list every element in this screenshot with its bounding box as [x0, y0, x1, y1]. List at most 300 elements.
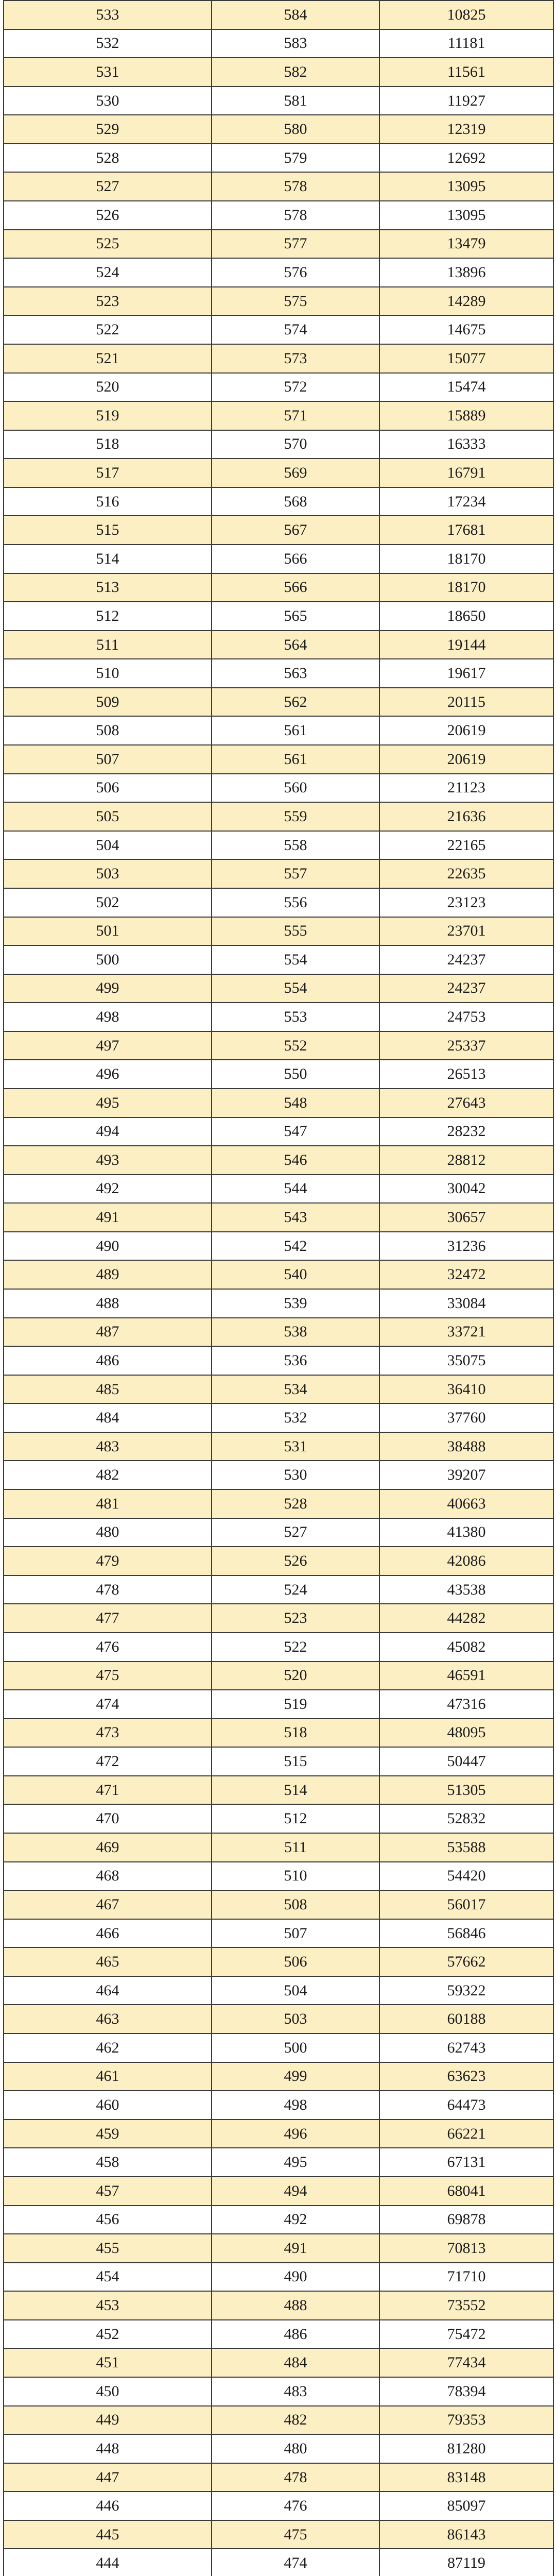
score-cell: 530	[4, 87, 212, 115]
score-cell: 509	[4, 688, 212, 717]
rank-cell: 16791	[379, 459, 553, 487]
score-cell: 533	[4, 1, 212, 29]
rank-cell: 36410	[379, 1375, 553, 1404]
score-cell: 484	[4, 1403, 212, 1432]
equivalent-score-cell: 474	[212, 2549, 379, 2576]
rank-cell: 43538	[379, 1575, 553, 1604]
equivalent-score-cell: 475	[212, 2520, 379, 2549]
rank-cell: 25337	[379, 1031, 553, 1060]
table-row	[4, 401, 553, 430]
rank-cell: 45082	[379, 1633, 553, 1662]
rank-cell: 77434	[379, 2348, 553, 2377]
score-cell: 476	[4, 1633, 212, 1662]
equivalent-score-cell: 578	[212, 172, 379, 201]
rank-cell: 42086	[379, 1547, 553, 1575]
equivalent-score-cell: 531	[212, 1432, 379, 1461]
rank-cell: 17234	[379, 487, 553, 516]
table-row	[4, 1260, 553, 1289]
score-cell: 480	[4, 1518, 212, 1547]
rank-cell: 24753	[379, 1003, 553, 1031]
score-cell: 469	[4, 1833, 212, 1862]
equivalent-score-cell: 584	[212, 1, 379, 29]
equivalent-score-cell: 583	[212, 29, 379, 58]
rank-cell: 86143	[379, 2520, 553, 2549]
score-cell: 447	[4, 2463, 212, 2492]
equivalent-score-cell: 561	[212, 745, 379, 774]
rank-cell: 20619	[379, 716, 553, 745]
score-cell: 498	[4, 1003, 212, 1031]
equivalent-score-cell: 563	[212, 659, 379, 688]
table-row	[4, 1833, 553, 1862]
score-cell: 452	[4, 2320, 212, 2349]
score-cell: 487	[4, 1318, 212, 1347]
score-cell: 466	[4, 1919, 212, 1948]
table-row	[4, 430, 553, 459]
rank-cell: 51305	[379, 1776, 553, 1805]
score-cell: 488	[4, 1289, 212, 1318]
rank-cell: 32472	[379, 1260, 553, 1289]
score-cell: 467	[4, 1890, 212, 1919]
rank-cell: 87119	[379, 2549, 553, 2576]
table-row	[4, 201, 553, 230]
equivalent-score-cell: 495	[212, 2148, 379, 2177]
table-row	[4, 373, 553, 402]
score-cell: 513	[4, 573, 212, 602]
table-row	[4, 230, 553, 259]
equivalent-score-cell: 564	[212, 631, 379, 659]
equivalent-score-cell: 494	[212, 2177, 379, 2206]
rank-cell: 37760	[379, 1403, 553, 1432]
score-cell: 464	[4, 1976, 212, 2005]
equivalent-score-cell: 544	[212, 1175, 379, 1204]
rank-cell: 12319	[379, 115, 553, 144]
score-cell: 450	[4, 2377, 212, 2406]
score-cell: 490	[4, 1232, 212, 1261]
equivalent-score-cell: 511	[212, 1833, 379, 1862]
equivalent-score-cell: 507	[212, 1919, 379, 1948]
table-row	[4, 1747, 553, 1776]
equivalent-score-cell: 581	[212, 87, 379, 115]
score-cell: 479	[4, 1547, 212, 1575]
rank-cell: 69878	[379, 2206, 553, 2234]
equivalent-score-cell: 577	[212, 230, 379, 259]
table-row	[4, 602, 553, 631]
rank-cell: 14675	[379, 315, 553, 344]
rank-cell: 62743	[379, 2033, 553, 2062]
table-row	[4, 2348, 553, 2377]
equivalent-score-cell: 569	[212, 459, 379, 487]
equivalent-score-cell: 514	[212, 1776, 379, 1805]
table-row	[4, 945, 553, 974]
table-row	[4, 2033, 553, 2062]
table-row	[4, 29, 553, 58]
rank-cell: 14289	[379, 287, 553, 316]
score-cell: 461	[4, 2062, 212, 2091]
table-row	[4, 1346, 553, 1375]
rank-cell: 13095	[379, 201, 553, 230]
rank-cell: 71710	[379, 2263, 553, 2292]
equivalent-score-cell: 560	[212, 774, 379, 803]
rank-cell: 67131	[379, 2148, 553, 2177]
score-cell: 491	[4, 1203, 212, 1232]
score-cell: 518	[4, 430, 212, 459]
table-row	[4, 2492, 553, 2520]
score-cell: 507	[4, 745, 212, 774]
table-row	[4, 2406, 553, 2435]
score-cell: 519	[4, 401, 212, 430]
equivalent-score-cell: 483	[212, 2377, 379, 2406]
table-row	[4, 2377, 553, 2406]
rank-cell: 17681	[379, 516, 553, 545]
rank-cell: 73552	[379, 2291, 553, 2320]
rank-cell: 68041	[379, 2177, 553, 2206]
equivalent-score-cell: 568	[212, 487, 379, 516]
equivalent-score-cell: 570	[212, 430, 379, 459]
equivalent-score-cell: 527	[212, 1518, 379, 1547]
rank-cell: 13896	[379, 258, 553, 287]
score-cell: 486	[4, 1346, 212, 1375]
table-row	[4, 716, 553, 745]
equivalent-score-cell: 579	[212, 144, 379, 173]
equivalent-score-cell: 558	[212, 831, 379, 860]
score-cell: 505	[4, 802, 212, 831]
table-row	[4, 2463, 553, 2492]
rank-cell: 35075	[379, 1346, 553, 1375]
table-row	[4, 1804, 553, 1833]
equivalent-score-cell: 503	[212, 2005, 379, 2033]
table-row	[4, 1862, 553, 1891]
table-row	[4, 2434, 553, 2463]
score-cell: 504	[4, 831, 212, 860]
equivalent-score-cell: 496	[212, 2120, 379, 2148]
score-cell: 470	[4, 1804, 212, 1833]
table-row	[4, 1403, 553, 1432]
score-conversion-table	[3, 0, 554, 2576]
score-cell: 528	[4, 144, 212, 173]
score-cell: 455	[4, 2234, 212, 2263]
table-row	[4, 1146, 553, 1175]
equivalent-score-cell: 534	[212, 1375, 379, 1404]
score-cell: 454	[4, 2263, 212, 2292]
table-row	[4, 516, 553, 545]
table-row	[4, 774, 553, 803]
equivalent-score-cell: 542	[212, 1232, 379, 1261]
rank-cell: 11181	[379, 29, 553, 58]
table-row	[4, 2206, 553, 2234]
score-cell: 526	[4, 201, 212, 230]
score-cell: 483	[4, 1432, 212, 1461]
table-row	[4, 917, 553, 946]
rank-cell: 40663	[379, 1489, 553, 1518]
score-cell: 529	[4, 115, 212, 144]
score-cell: 520	[4, 373, 212, 402]
table-row	[4, 1662, 553, 1690]
rank-cell: 15889	[379, 401, 553, 430]
score-cell: 501	[4, 917, 212, 946]
table-row	[4, 573, 553, 602]
rank-cell: 81280	[379, 2434, 553, 2463]
equivalent-score-cell: 524	[212, 1575, 379, 1604]
equivalent-score-cell: 539	[212, 1289, 379, 1318]
table-row	[4, 2320, 553, 2349]
score-cell: 503	[4, 859, 212, 888]
equivalent-score-cell: 523	[212, 1604, 379, 1633]
score-cell: 499	[4, 974, 212, 1003]
table-row	[4, 1547, 553, 1575]
rank-cell: 85097	[379, 2492, 553, 2520]
equivalent-score-cell: 547	[212, 1117, 379, 1146]
equivalent-score-cell: 566	[212, 573, 379, 602]
score-cell: 512	[4, 602, 212, 631]
equivalent-score-cell: 540	[212, 1260, 379, 1289]
table-row	[4, 2291, 553, 2320]
table-row	[4, 1919, 553, 1948]
rank-cell: 24237	[379, 974, 553, 1003]
rank-cell: 56846	[379, 1919, 553, 1948]
equivalent-score-cell: 499	[212, 2062, 379, 2091]
score-cell: 497	[4, 1031, 212, 1060]
table-body	[4, 1, 553, 2576]
table-row	[4, 87, 553, 115]
rank-cell: 21636	[379, 802, 553, 831]
table-row	[4, 1690, 553, 1719]
equivalent-score-cell: 532	[212, 1403, 379, 1432]
score-cell: 482	[4, 1461, 212, 1489]
equivalent-score-cell: 491	[212, 2234, 379, 2263]
equivalent-score-cell: 565	[212, 602, 379, 631]
equivalent-score-cell: 574	[212, 315, 379, 344]
table-row	[4, 258, 553, 287]
score-cell: 532	[4, 29, 212, 58]
rank-cell: 39207	[379, 1461, 553, 1489]
table-row	[4, 1633, 553, 1662]
equivalent-score-cell: 548	[212, 1089, 379, 1117]
rank-cell: 64473	[379, 2091, 553, 2120]
score-cell: 514	[4, 545, 212, 573]
equivalent-score-cell: 536	[212, 1346, 379, 1375]
equivalent-score-cell: 522	[212, 1633, 379, 1662]
equivalent-score-cell: 476	[212, 2492, 379, 2520]
equivalent-score-cell: 498	[212, 2091, 379, 2120]
rank-cell: 33721	[379, 1318, 553, 1347]
equivalent-score-cell: 573	[212, 344, 379, 373]
table-row	[4, 1003, 553, 1031]
table-row	[4, 2234, 553, 2263]
score-cell: 468	[4, 1862, 212, 1891]
equivalent-score-cell: 575	[212, 287, 379, 316]
table-row	[4, 1060, 553, 1089]
rank-cell: 52832	[379, 1804, 553, 1833]
score-cell: 495	[4, 1089, 212, 1117]
score-cell: 525	[4, 230, 212, 259]
rank-cell: 23701	[379, 917, 553, 946]
equivalent-score-cell: 508	[212, 1890, 379, 1919]
rank-cell: 60188	[379, 2005, 553, 2033]
table-row	[4, 2091, 553, 2120]
table-row	[4, 688, 553, 717]
equivalent-score-cell: 550	[212, 1060, 379, 1089]
rank-cell: 19144	[379, 631, 553, 659]
rank-cell: 70813	[379, 2234, 553, 2263]
equivalent-score-cell: 559	[212, 802, 379, 831]
table-row	[4, 344, 553, 373]
equivalent-score-cell: 582	[212, 58, 379, 87]
table-row	[4, 859, 553, 888]
equivalent-score-cell: 530	[212, 1461, 379, 1489]
table-row	[4, 2005, 553, 2033]
score-cell: 511	[4, 631, 212, 659]
equivalent-score-cell: 543	[212, 1203, 379, 1232]
rank-cell: 26513	[379, 1060, 553, 1089]
score-cell: 472	[4, 1747, 212, 1776]
score-cell: 453	[4, 2291, 212, 2320]
score-cell: 449	[4, 2406, 212, 2435]
equivalent-score-cell: 557	[212, 859, 379, 888]
equivalent-score-cell: 482	[212, 2406, 379, 2435]
equivalent-score-cell: 504	[212, 1976, 379, 2005]
table-row	[4, 58, 553, 87]
rank-cell: 57662	[379, 1947, 553, 1976]
rank-cell: 47316	[379, 1690, 553, 1719]
rank-cell: 22635	[379, 859, 553, 888]
score-cell: 524	[4, 258, 212, 287]
equivalent-score-cell: 512	[212, 1804, 379, 1833]
table-row	[4, 1976, 553, 2005]
table-row	[4, 1604, 553, 1633]
score-cell: 448	[4, 2434, 212, 2463]
equivalent-score-cell: 488	[212, 2291, 379, 2320]
table-row	[4, 1, 553, 29]
score-cell: 485	[4, 1375, 212, 1404]
table-row	[4, 888, 553, 917]
rank-cell: 11561	[379, 58, 553, 87]
score-cell: 527	[4, 172, 212, 201]
score-cell: 496	[4, 1060, 212, 1089]
rank-cell: 18170	[379, 545, 553, 573]
table-row	[4, 2549, 553, 2576]
table-row	[4, 1719, 553, 1748]
score-cell: 459	[4, 2120, 212, 2148]
table-row	[4, 659, 553, 688]
table-row	[4, 1089, 553, 1117]
equivalent-score-cell: 555	[212, 917, 379, 946]
score-cell: 451	[4, 2348, 212, 2377]
score-cell: 523	[4, 287, 212, 316]
score-cell: 515	[4, 516, 212, 545]
score-cell: 462	[4, 2033, 212, 2062]
rank-cell: 56017	[379, 1890, 553, 1919]
equivalent-score-cell: 490	[212, 2263, 379, 2292]
rank-cell: 28232	[379, 1117, 553, 1146]
table-row	[4, 802, 553, 831]
rank-cell: 18170	[379, 573, 553, 602]
rank-cell: 46591	[379, 1662, 553, 1690]
table-row	[4, 1117, 553, 1146]
equivalent-score-cell: 506	[212, 1947, 379, 1976]
equivalent-score-cell: 576	[212, 258, 379, 287]
equivalent-score-cell: 562	[212, 688, 379, 717]
score-cell: 521	[4, 344, 212, 373]
rank-cell: 30657	[379, 1203, 553, 1232]
rank-cell: 50447	[379, 1747, 553, 1776]
table-row	[4, 631, 553, 659]
score-cell: 465	[4, 1947, 212, 1976]
rank-cell: 78394	[379, 2377, 553, 2406]
table-row	[4, 315, 553, 344]
table-row	[4, 2148, 553, 2177]
table-row	[4, 1947, 553, 1976]
rank-cell: 10825	[379, 1, 553, 29]
table-row	[4, 172, 553, 201]
table-row	[4, 745, 553, 774]
score-cell: 475	[4, 1662, 212, 1690]
score-cell: 445	[4, 2520, 212, 2549]
score-cell: 473	[4, 1719, 212, 1748]
rank-cell: 31236	[379, 1232, 553, 1261]
rank-cell: 22165	[379, 831, 553, 860]
rank-cell: 11927	[379, 87, 553, 115]
equivalent-score-cell: 528	[212, 1489, 379, 1518]
table-row	[4, 115, 553, 144]
rank-cell: 20619	[379, 745, 553, 774]
rank-cell: 83148	[379, 2463, 553, 2492]
score-cell: 456	[4, 2206, 212, 2234]
table-row	[4, 2520, 553, 2549]
rank-cell: 44282	[379, 1604, 553, 1633]
rank-cell: 27643	[379, 1089, 553, 1117]
rank-cell: 38488	[379, 1432, 553, 1461]
score-cell: 493	[4, 1146, 212, 1175]
rank-cell: 12692	[379, 144, 553, 173]
rank-cell: 53588	[379, 1833, 553, 1862]
score-cell: 506	[4, 774, 212, 803]
rank-cell: 21123	[379, 774, 553, 803]
table-row	[4, 1232, 553, 1261]
rank-cell: 20115	[379, 688, 553, 717]
equivalent-score-cell: 561	[212, 716, 379, 745]
rank-cell: 15474	[379, 373, 553, 402]
score-cell: 516	[4, 487, 212, 516]
score-cell: 494	[4, 1117, 212, 1146]
rank-cell: 75472	[379, 2320, 553, 2349]
table-row	[4, 1489, 553, 1518]
table-row	[4, 1289, 553, 1318]
table-row	[4, 1432, 553, 1461]
equivalent-score-cell: 546	[212, 1146, 379, 1175]
equivalent-score-cell: 556	[212, 888, 379, 917]
rank-cell: 15077	[379, 344, 553, 373]
equivalent-score-cell: 480	[212, 2434, 379, 2463]
rank-cell: 16333	[379, 430, 553, 459]
table-row	[4, 2120, 553, 2148]
rank-cell: 19617	[379, 659, 553, 688]
rank-cell: 24237	[379, 945, 553, 974]
table-row	[4, 287, 553, 316]
score-cell: 500	[4, 945, 212, 974]
rank-cell: 79353	[379, 2406, 553, 2435]
equivalent-score-cell: 500	[212, 2033, 379, 2062]
score-cell: 489	[4, 1260, 212, 1289]
score-cell: 502	[4, 888, 212, 917]
table-row	[4, 2062, 553, 2091]
score-cell: 446	[4, 2492, 212, 2520]
table-row	[4, 1890, 553, 1919]
table-row	[4, 144, 553, 173]
table-row	[4, 1203, 553, 1232]
equivalent-score-cell: 567	[212, 516, 379, 545]
table-row	[4, 2263, 553, 2292]
equivalent-score-cell: 519	[212, 1690, 379, 1719]
